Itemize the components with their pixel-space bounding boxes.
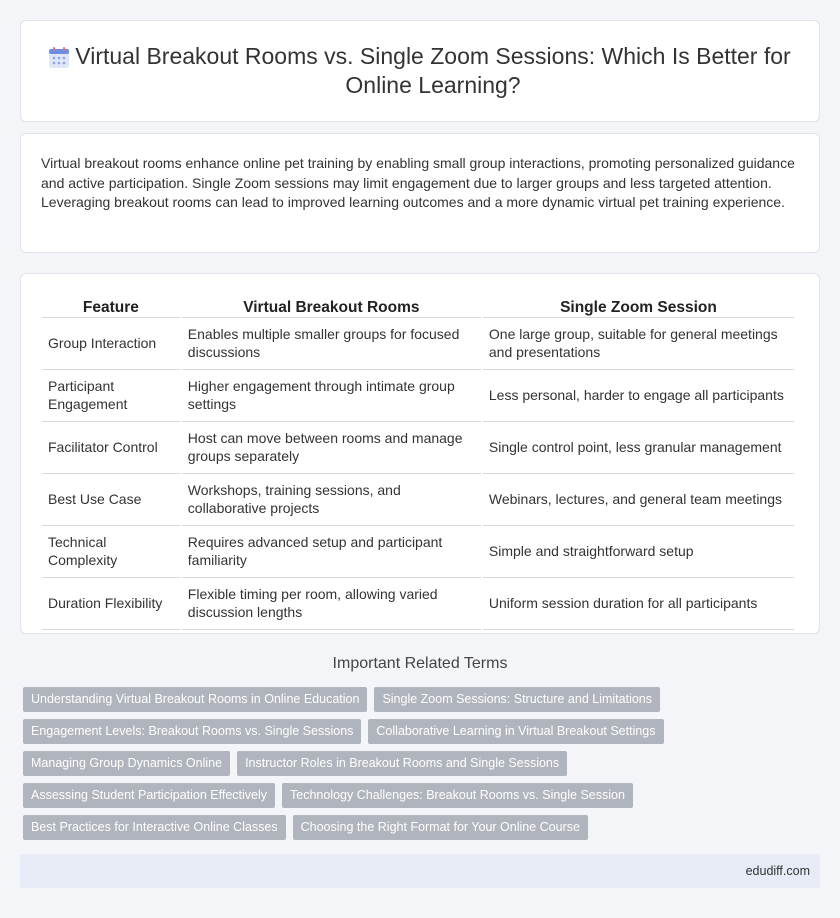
- table-row: [42, 474, 794, 526]
- breakout-cell: Flexible timing per room, allowing varied discussion lengths: [182, 578, 481, 630]
- breakout-cell: Requires advanced setup and participant familiarity: [182, 526, 481, 578]
- feature-cell: Group Interaction: [42, 318, 180, 370]
- related-term-tag[interactable]: Best Practices for Interactive Online Classes: [23, 815, 286, 840]
- table-row: [42, 370, 794, 422]
- header-feature: Feature: [42, 294, 180, 318]
- feature-cell: Technical Complexity: [42, 526, 180, 578]
- header-single-session: Single Zoom Session: [483, 294, 794, 318]
- related-terms-heading: Important Related Terms: [332, 655, 508, 672]
- breakout-cell: Enables multiple smaller groups for focused discussions: [182, 318, 481, 370]
- table-row: [42, 526, 794, 578]
- feature-cell: Best Use Case: [42, 474, 180, 526]
- single-cell: Uniform session duration for all participants: [483, 578, 794, 630]
- page-title: Virtual Breakout Rooms vs. Single Zoom Sessions: Which Is Better for Online Learning?: [75, 43, 791, 98]
- breakout-cell: Host can move between rooms and manage groups separately: [182, 422, 481, 474]
- feature-cell: Participant Engagement: [42, 370, 180, 422]
- table-row: [42, 422, 794, 474]
- breakout-cell: Workshops, training sessions, and collaborative projects: [182, 474, 481, 526]
- single-cell: Webinars, lectures, and general team meetings: [483, 474, 794, 526]
- related-term-tag[interactable]: Choosing the Right Format for Your Online Course: [293, 815, 588, 840]
- footer-site-name[interactable]: edudiff.com: [745, 864, 810, 878]
- related-term-tag[interactable]: Single Zoom Sessions: Structure and Limitations: [374, 687, 660, 712]
- single-cell: Single control point, less granular management: [483, 422, 794, 474]
- single-cell: Simple and straightforward setup: [483, 526, 794, 578]
- header-breakout-rooms: Virtual Breakout Rooms: [182, 294, 481, 318]
- related-term-tag[interactable]: Assessing Student Participation Effectively: [23, 783, 275, 808]
- related-term-tag[interactable]: Collaborative Learning in Virtual Breakout Settings: [368, 719, 663, 744]
- comparison-table: [40, 294, 796, 630]
- intro-card: [20, 133, 820, 253]
- footer-bar: [20, 854, 820, 888]
- comparison-table-card: [20, 273, 820, 634]
- feature-cell: Facilitator Control: [42, 422, 180, 474]
- related-term-tag[interactable]: Technology Challenges: Breakout Rooms vs. Single Session: [282, 783, 633, 808]
- table-header-row: [42, 294, 794, 318]
- related-term-tag[interactable]: Engagement Levels: Breakout Rooms vs. Single Sessions: [23, 719, 361, 744]
- feature-cell: Duration Flexibility: [42, 578, 180, 630]
- title-card: [20, 20, 820, 122]
- related-term-tag[interactable]: Instructor Roles in Breakout Rooms and Single Sessions: [237, 751, 567, 776]
- related-terms-list: [23, 687, 823, 847]
- single-cell: Less personal, harder to engage all participants: [483, 370, 794, 422]
- related-term-tag[interactable]: Managing Group Dynamics Online: [23, 751, 230, 776]
- table-row: [42, 578, 794, 630]
- breakout-cell: Higher engagement through intimate group settings: [182, 370, 481, 422]
- table-row: [42, 318, 794, 370]
- single-cell: One large group, suitable for general meetings and presentations: [483, 318, 794, 370]
- related-term-tag[interactable]: Understanding Virtual Breakout Rooms in Online Education: [23, 687, 367, 712]
- intro-paragraph: Virtual breakout rooms enhance online pet training by enabling small group interactions, promoting personalized guidance and active participation. Single Zoom sessions may limit engagement due to larger groups and less targeted attention. Leveraging breakout rooms can lead to improved learning outcomes and a more dynamic virtual pet training experience.: [41, 155, 795, 210]
